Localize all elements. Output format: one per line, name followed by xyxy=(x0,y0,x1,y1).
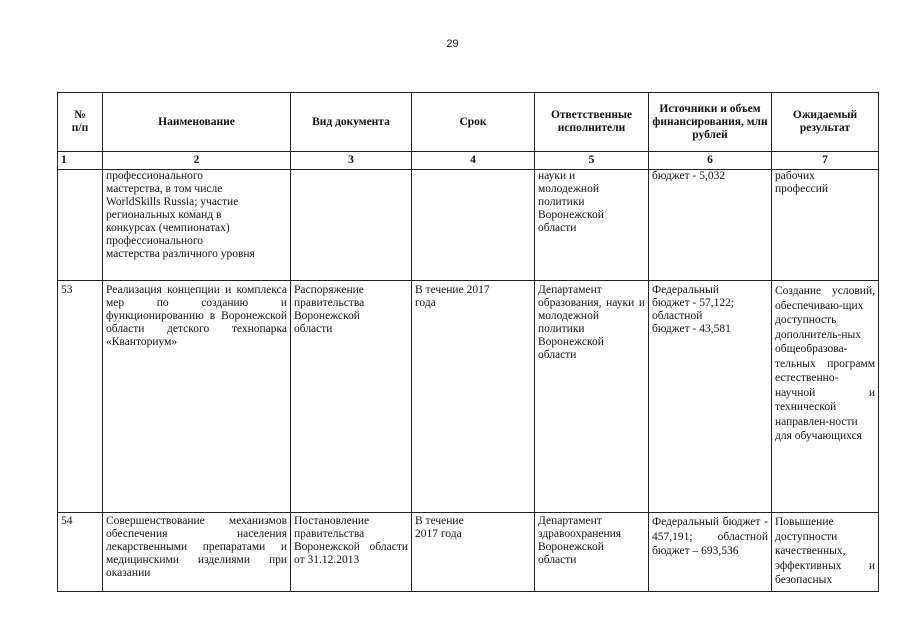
row-result: Повышение доступности качественных, эффективных и безопасных xyxy=(772,513,879,592)
column-number: 5 xyxy=(535,152,649,170)
row-document-type: Распоряжение правительства Воронежской области xyxy=(291,281,412,513)
row-term xyxy=(412,170,535,281)
row-name: Реализация концепции и комплекса мер по созданию и функционированию в Воронежской области детского технопарка «Кванториум» xyxy=(103,281,291,513)
row-document-type xyxy=(291,170,412,281)
row-funding: бюджет - 5,032 xyxy=(649,170,772,281)
row-executors: науки и молодежной политики Воронежской области xyxy=(535,170,649,281)
column-number: 2 xyxy=(103,152,291,170)
row-result: рабочих профессий xyxy=(772,170,879,281)
header-document-type: Вид документа xyxy=(291,93,412,152)
row-number: 53 xyxy=(58,281,103,513)
column-number: 4 xyxy=(412,152,535,170)
row-term: В течение 2017 года xyxy=(412,281,535,513)
row-funding: Федеральный бюджет - 57,122; областной бюджет - 43,581 xyxy=(649,281,772,513)
column-number-row xyxy=(58,152,879,170)
row-name: профессионального мастерства, в том числе WorldSkills Russia; участие региональных команд в конкурсах (чемпионатах) профессионального мастерства различного уровня xyxy=(103,170,291,281)
header-funding: Источники и объем финансирования, млн рублей xyxy=(649,93,772,152)
header-name: Наименование xyxy=(103,93,291,152)
page-number: 29 xyxy=(446,38,459,50)
column-number: 3 xyxy=(291,152,412,170)
column-number: 6 xyxy=(649,152,772,170)
row-name: Совершенствование механизмов обеспечения населения лекарственными препаратами и медицинскими изделиями при оказании xyxy=(103,513,291,592)
row-executors: Департамент здравоохранения Воронежской области xyxy=(535,513,649,592)
header-term: Срок xyxy=(412,93,535,152)
row-executors: Департамент образования, науки и молодежной политики Воронежской области xyxy=(535,281,649,513)
column-number: 1 xyxy=(58,152,103,170)
column-number: 7 xyxy=(772,152,879,170)
row-result: Создание условий, обеспечиваю-щих доступность дополнитель-ных общеобразова-тельных программ естественно-научной и технической направлен-ности для обучающихся xyxy=(772,281,879,513)
row-number xyxy=(58,170,103,281)
header-number: № п/п xyxy=(58,93,103,152)
table-row xyxy=(58,170,879,281)
table-row xyxy=(58,281,879,513)
header-row xyxy=(58,93,879,152)
header-result: Ожидаемый результат xyxy=(772,93,879,152)
table-row xyxy=(58,513,879,592)
action-plan-table xyxy=(57,92,879,592)
header-executors: Ответственные исполнители xyxy=(535,93,649,152)
row-funding: Федеральный бюджет - 457,191; областной бюджет – 693,536 xyxy=(649,513,772,592)
row-term: В течение 2017 года xyxy=(412,513,535,592)
row-number: 54 xyxy=(58,513,103,592)
row-document-type: Постановление правительства Воронежской области от 31.12.2013 xyxy=(291,513,412,592)
